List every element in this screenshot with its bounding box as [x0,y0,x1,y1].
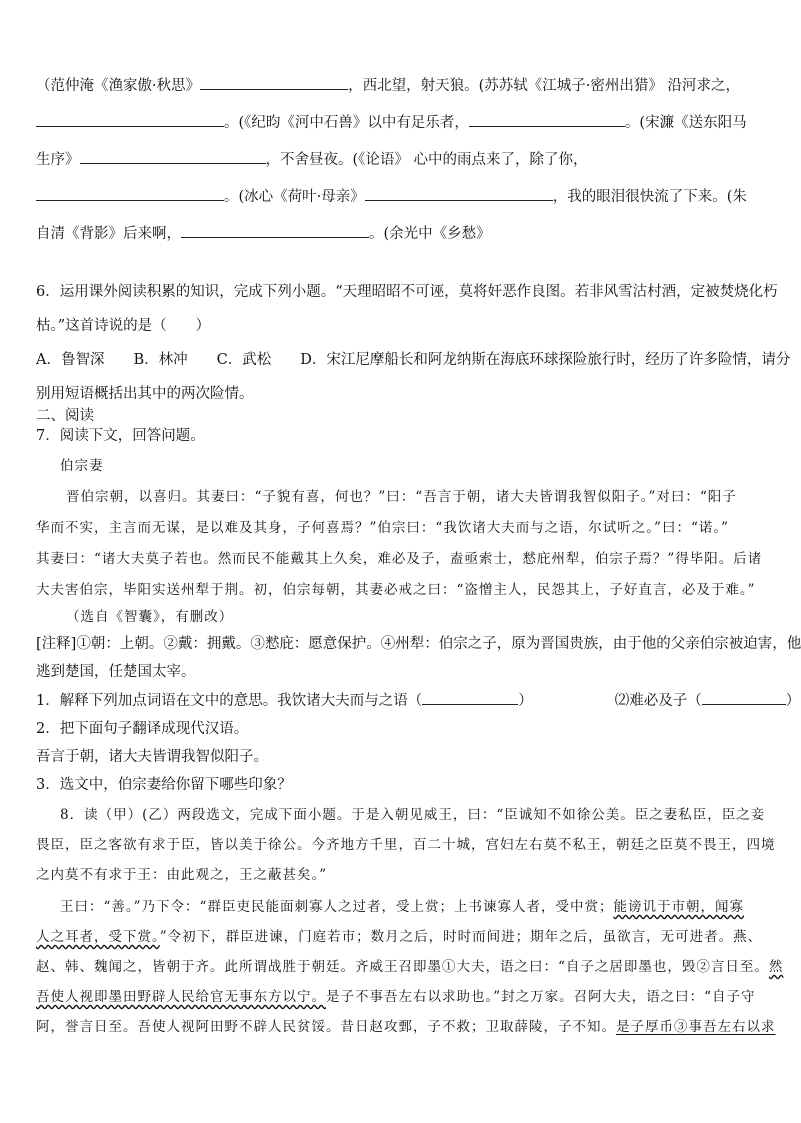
q5-text: ，不舍昼夜。(《论语》 心中的雨点来了，除了你， [265,152,588,168]
q5-line-2 [36,111,758,134]
q8-line [36,1016,776,1038]
q7-subq-3: 3．选文中，伯宗妻给你留下哪些印象？ [36,777,292,793]
q8-line [36,986,758,1008]
passage-line: 华而不实，主言而无谋，是以难及其身，子何喜焉？”伯宗曰：“我饮诸大夫而与之语，尔试听之。”曰：“诺。” [36,520,730,536]
q8-line: 之内莫不有求于王：由此观之，王之蔽甚矣。” [36,867,328,883]
q5-blank-7[interactable] [181,222,369,238]
notes-line-1: [注释]①朝：上朝。②戴：拥戴。③慭庇：愿意保护。④州犁：伯宗之子，原为晋国贵族，由于他的父亲伯宗被迫害，他 [36,636,801,652]
q5-text: ，西北望，射天狼。(苏苏轼《江城子·密州出猎》 沿河求之， [348,78,740,94]
passage-line: 其妻曰：“诸大夫莫子若也。然而民不能戴其上久矣，难必及子，盍亟索士，慭庇州犁，伯宗子焉？”得毕阳。后诸 [36,551,763,567]
q6-line-2: 枯。”这首诗说的是（ ） [36,318,211,334]
q5-line-5 [36,222,758,245]
q8-line: 8．读（甲）(乙）两段选文，完成下面小题。于是入朝见威王，曰：“臣诚知不如徐公美。臣之妻私臣，臣之妾 [60,807,766,823]
q7-prompt: 7．阅读下文，回答问题。 [36,428,205,444]
q7-subq-1-text: 1．解释下列加点词语在文中的意思。我饮诸大夫而与之语（ [36,693,423,709]
passage-line: 大夫害伯宗，毕阳实送州犁于荆。初，伯宗每朝，其妻必戒之曰：“盗憎主人，民怨其上，子好直言，必及于难。” [36,582,756,598]
q5-blank-1[interactable] [200,74,348,90]
q6-line-1: 6．运用课外阅读积累的知识，完成下列小题。“天理昭昭不可诬，莫将奸恶作良图。若非风雪沽村酒，定被焚烧化朽 [36,284,778,300]
q5-text: 。(《纪昀《河中石兽》以中有足乐者， [224,115,469,131]
q8-underlined-text: 是子厚币③事吾左右以求 [616,1019,776,1035]
q5-blank-3[interactable] [469,111,625,127]
q5-blank-4[interactable] [80,148,266,164]
section-heading: 二、阅读 [36,408,94,424]
q8-text: 是子不事吾左右以求助也。”封之万家。召阿大夫，语之曰：“自子守 [326,989,756,1005]
q5-blank-5[interactable] [36,185,224,201]
q5-text: ，我的眼泪很快流了下来。(朱 [552,189,747,205]
q5-text: 生序》 [36,152,80,168]
q7-subq-2: 2．把下面句子翻译成现代汉语。 [36,721,249,737]
notes-line-2: 逃到楚国，任楚国太宰。 [36,664,196,680]
q5-line-1 [36,74,758,97]
q5-text: 。(冰心《荷叶·母亲》 [224,189,365,205]
q8-underlined-text: 人之耳者，受下赏。 [36,929,160,945]
q6-options-line: A．鲁智深 B．林冲 C．武松 D．宋江尼摩船长和阿龙纳斯在海底环球探险旅行时，经历了许多险情，请分 [36,352,791,368]
q7-answer-blank-1[interactable] [422,689,518,705]
q8-line [36,956,784,978]
q5-line-3 [36,148,758,171]
passage-title: 伯宗妻 [60,458,104,474]
q8-underlined-text: 然 [768,959,784,975]
q8-text: 阿，誉言日至。吾使人视阿田野不辟人民贫馁。昔日赵攻鄄，子不救；卫取薛陵，子不知。 [36,1019,616,1035]
q7-answer-blank-2[interactable] [702,689,786,705]
q8-line: 畏臣，臣之客欲有求于臣，皆以美于徐公。今齐地方千里，百二十城，宫妇左右莫不私王，朝廷之臣莫不畏王，四境 [36,837,776,853]
passage-source: （选自《智囊》，有删改） [66,609,234,625]
q7-paren-close: ） [785,693,801,709]
q5-text: 自清《背影》后来啊， [36,226,181,242]
q5-line-4 [36,185,758,208]
worksheet-page [36,74,801,1035]
q8-line [36,926,763,948]
q8-text: 王曰：“善。”乃下令：“群臣吏民能面刺寡人之过者，受上赏；上书谏寡人者，受中赏； [60,899,614,915]
q7-subq-1-part2: ⑵难必及子（ [614,693,702,709]
q8-text: 赵、韩、魏闻之，皆朝于齐。此所谓战胜于朝廷。齐威王召即墨①大夫，语之曰：“自子之居即墨也，毁②言日至。 [36,959,769,975]
q5-blank-6[interactable] [365,185,553,201]
q5-text: （范仲淹《渔家傲·秋思》 [36,78,201,94]
q5-text: 。(宋濂《送东阳马 [624,115,747,131]
q7-subq-2-sentence: 吾言于朝，诸大夫皆谓我智似阳子。 [36,749,268,765]
q8-underlined-text: 吾使人视即墨田野辟人民给官无事东方以宁。 [36,989,326,1005]
q5-text: 。(余光中《乡愁》 [369,226,491,242]
q6-line-4: 别用短语概括出其中的两次险情。 [36,386,254,402]
q8-text: ”令初下，群臣进谏，门庭若市；数月之后，时时而间进；期年之后，虽欲言，无可进者。燕、 [159,929,763,945]
q7-paren-close: ） [518,693,533,709]
passage-line: 晋伯宗朝，以喜归。其妻曰：“子貌有喜，何也？”曰：“吾言于朝，诸大夫皆谓我智似阳子。”对曰：“阳子 [66,489,737,505]
q8-underlined-text: 能谤讥于市朝，闻寡 [613,899,744,915]
q7-subq-1 [36,689,801,712]
q8-line [36,896,758,918]
q5-blank-2[interactable] [36,111,224,127]
